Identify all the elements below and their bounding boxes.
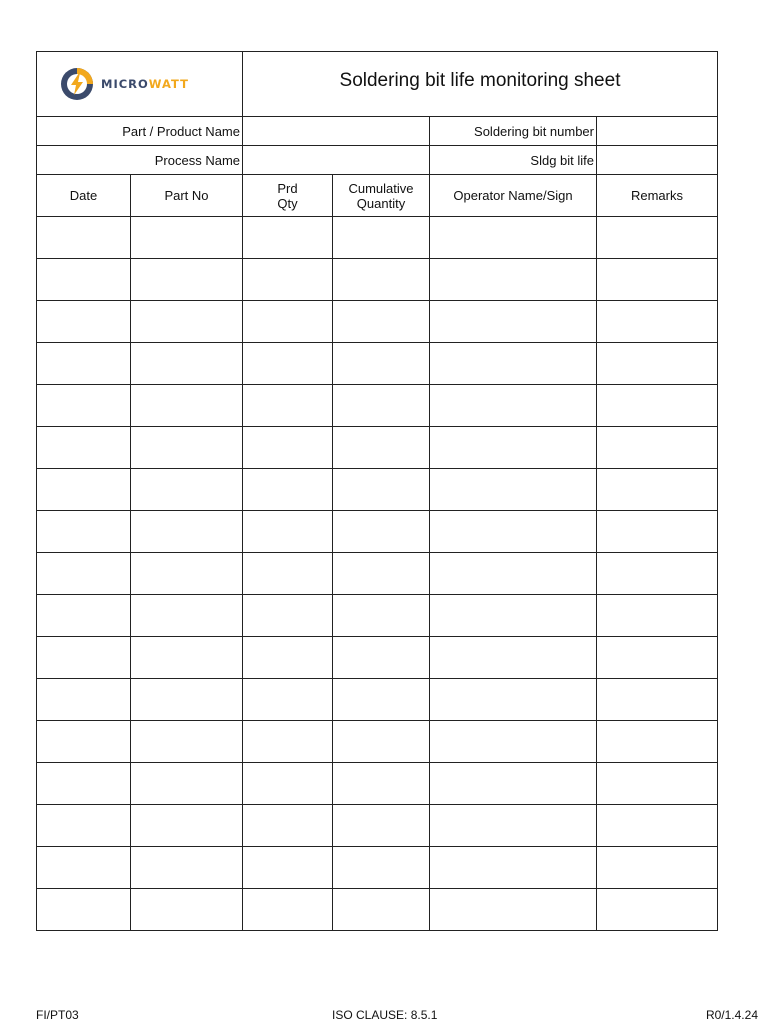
cell-remarks[interactable] bbox=[597, 553, 718, 595]
cell-cumulative-quantity[interactable] bbox=[333, 259, 430, 301]
table-row bbox=[37, 679, 718, 721]
table-row bbox=[37, 721, 718, 763]
cell-operator[interactable] bbox=[430, 805, 597, 847]
cell-operator[interactable] bbox=[430, 763, 597, 805]
table-row bbox=[37, 343, 718, 385]
cell-cumulative-quantity[interactable] bbox=[333, 553, 430, 595]
sldg-bit-life-field[interactable] bbox=[597, 146, 718, 175]
cell-prd-qty[interactable] bbox=[243, 595, 333, 637]
cell-operator[interactable] bbox=[430, 385, 597, 427]
cell-cumulative-quantity[interactable] bbox=[333, 511, 430, 553]
cell-prd-qty[interactable] bbox=[243, 427, 333, 469]
cell-operator[interactable] bbox=[430, 259, 597, 301]
cell-remarks[interactable] bbox=[597, 679, 718, 721]
cell-operator[interactable] bbox=[430, 637, 597, 679]
cell-date[interactable] bbox=[37, 343, 131, 385]
cell-part-no[interactable] bbox=[131, 217, 243, 259]
cell-remarks[interactable] bbox=[597, 805, 718, 847]
soldering-bit-number-label: Soldering bit number bbox=[430, 117, 597, 146]
cell-date[interactable] bbox=[37, 217, 131, 259]
cell-cumulative-quantity[interactable] bbox=[333, 385, 430, 427]
cell-date[interactable] bbox=[37, 637, 131, 679]
col-date: Date bbox=[37, 175, 131, 217]
cell-prd-qty[interactable] bbox=[243, 343, 333, 385]
table-row bbox=[37, 553, 718, 595]
cell-prd-qty[interactable] bbox=[243, 721, 333, 763]
cell-cumulative-quantity[interactable] bbox=[333, 637, 430, 679]
soldering-bit-number-field[interactable] bbox=[597, 117, 718, 146]
cell-prd-qty[interactable] bbox=[243, 679, 333, 721]
lightning-bolt-icon bbox=[59, 66, 95, 102]
cell-remarks[interactable] bbox=[597, 763, 718, 805]
process-name-field[interactable] bbox=[243, 146, 430, 175]
cell-part-no[interactable] bbox=[131, 259, 243, 301]
sheet-title: Soldering bit life monitoring sheet bbox=[243, 52, 718, 117]
doc-code: FI/PT03 bbox=[36, 1008, 79, 1022]
table-row bbox=[37, 469, 718, 511]
cell-part-no[interactable] bbox=[131, 301, 243, 343]
cell-operator[interactable] bbox=[430, 847, 597, 889]
cell-date[interactable] bbox=[37, 847, 131, 889]
cell-prd-qty[interactable] bbox=[243, 385, 333, 427]
cell-part-no[interactable] bbox=[131, 553, 243, 595]
cell-operator[interactable] bbox=[430, 721, 597, 763]
process-name-label: Process Name bbox=[37, 146, 243, 175]
table-row bbox=[37, 595, 718, 637]
cell-date[interactable] bbox=[37, 805, 131, 847]
revision: R0/1.4.24 bbox=[705, 1008, 758, 1022]
cell-cumulative-quantity[interactable] bbox=[333, 763, 430, 805]
logo-cell bbox=[37, 52, 243, 117]
table-row bbox=[37, 385, 718, 427]
cell-prd-qty[interactable] bbox=[243, 847, 333, 889]
cell-remarks[interactable] bbox=[597, 469, 718, 511]
cell-remarks[interactable] bbox=[597, 847, 718, 889]
col-remarks: Remarks bbox=[597, 175, 718, 217]
cell-cumulative-quantity[interactable] bbox=[333, 889, 430, 931]
cell-operator[interactable] bbox=[430, 511, 597, 553]
cell-remarks[interactable] bbox=[597, 385, 718, 427]
table-row bbox=[37, 427, 718, 469]
cell-part-no[interactable] bbox=[131, 805, 243, 847]
table-row bbox=[37, 301, 718, 343]
cell-part-no[interactable] bbox=[131, 427, 243, 469]
cell-date[interactable] bbox=[37, 889, 131, 931]
part-product-name-label: Part / Product Name bbox=[37, 117, 243, 146]
col-cumulative-quantity: Cumulative Quantity bbox=[333, 175, 430, 217]
cell-date[interactable] bbox=[37, 511, 131, 553]
cell-remarks[interactable] bbox=[597, 259, 718, 301]
cell-prd-qty[interactable] bbox=[243, 511, 333, 553]
cell-part-no[interactable] bbox=[131, 847, 243, 889]
cell-date[interactable] bbox=[37, 553, 131, 595]
cell-remarks[interactable] bbox=[597, 511, 718, 553]
cell-part-no[interactable] bbox=[131, 679, 243, 721]
cell-cumulative-quantity[interactable] bbox=[333, 217, 430, 259]
table-row bbox=[37, 889, 718, 931]
cell-part-no[interactable] bbox=[131, 595, 243, 637]
table-row bbox=[37, 217, 718, 259]
part-product-name-field[interactable] bbox=[243, 117, 430, 146]
data-rows bbox=[37, 217, 718, 931]
column-header-row bbox=[37, 175, 718, 217]
col-part-no: Part No bbox=[131, 175, 243, 217]
cell-date[interactable] bbox=[37, 763, 131, 805]
cell-operator[interactable] bbox=[430, 217, 597, 259]
table-row bbox=[37, 511, 718, 553]
monitoring-sheet bbox=[36, 51, 717, 931]
cell-date[interactable] bbox=[37, 469, 131, 511]
cell-operator[interactable] bbox=[430, 343, 597, 385]
cell-part-no[interactable] bbox=[131, 511, 243, 553]
table-row bbox=[37, 847, 718, 889]
cell-remarks[interactable] bbox=[597, 721, 718, 763]
cell-part-no[interactable] bbox=[131, 637, 243, 679]
cell-prd-qty[interactable] bbox=[243, 469, 333, 511]
cell-part-no[interactable] bbox=[131, 763, 243, 805]
company-logo bbox=[37, 66, 242, 102]
cell-operator[interactable] bbox=[430, 679, 597, 721]
table-row bbox=[37, 805, 718, 847]
cell-date[interactable] bbox=[37, 595, 131, 637]
cell-operator[interactable] bbox=[430, 595, 597, 637]
col-prd-qty: Prd Qty bbox=[243, 175, 333, 217]
cell-date[interactable] bbox=[37, 385, 131, 427]
cell-cumulative-quantity[interactable] bbox=[333, 469, 430, 511]
cell-cumulative-quantity[interactable] bbox=[333, 427, 430, 469]
cell-date[interactable] bbox=[37, 301, 131, 343]
cell-part-no[interactable] bbox=[131, 889, 243, 931]
cell-date[interactable] bbox=[37, 721, 131, 763]
cell-part-no[interactable] bbox=[131, 343, 243, 385]
cell-remarks[interactable] bbox=[597, 301, 718, 343]
col-operator: Operator Name/Sign bbox=[430, 175, 597, 217]
cell-operator[interactable] bbox=[430, 553, 597, 595]
cell-prd-qty[interactable] bbox=[243, 805, 333, 847]
cell-cumulative-quantity[interactable] bbox=[333, 847, 430, 889]
cell-part-no[interactable] bbox=[131, 385, 243, 427]
cell-date[interactable] bbox=[37, 679, 131, 721]
table-row bbox=[37, 259, 718, 301]
cell-remarks[interactable] bbox=[597, 595, 718, 637]
cell-prd-qty[interactable] bbox=[243, 553, 333, 595]
cell-date[interactable] bbox=[37, 259, 131, 301]
iso-clause: ISO CLAUSE: 8.5.1 bbox=[332, 1008, 438, 1022]
cell-remarks[interactable] bbox=[597, 637, 718, 679]
cell-cumulative-quantity[interactable] bbox=[333, 721, 430, 763]
cell-operator[interactable] bbox=[430, 427, 597, 469]
table-row bbox=[37, 637, 718, 679]
cell-cumulative-quantity[interactable] bbox=[333, 301, 430, 343]
cell-operator[interactable] bbox=[430, 301, 597, 343]
cell-cumulative-quantity[interactable] bbox=[333, 343, 430, 385]
cell-remarks[interactable] bbox=[597, 343, 718, 385]
cell-prd-qty[interactable] bbox=[243, 259, 333, 301]
cell-operator[interactable] bbox=[430, 889, 597, 931]
table-row bbox=[37, 763, 718, 805]
cell-prd-qty[interactable] bbox=[243, 637, 333, 679]
cell-prd-qty[interactable] bbox=[243, 763, 333, 805]
cell-cumulative-quantity[interactable] bbox=[333, 595, 430, 637]
sldg-bit-life-label: Sldg bit life bbox=[430, 146, 597, 175]
cell-cumulative-quantity[interactable] bbox=[333, 679, 430, 721]
cell-remarks[interactable] bbox=[597, 427, 718, 469]
cell-date[interactable] bbox=[37, 427, 131, 469]
cell-remarks[interactable] bbox=[597, 217, 718, 259]
cell-prd-qty[interactable] bbox=[243, 217, 333, 259]
cell-part-no[interactable] bbox=[131, 469, 243, 511]
cell-prd-qty[interactable] bbox=[243, 889, 333, 931]
brand-name: MICROWATT bbox=[101, 77, 189, 91]
cell-part-no[interactable] bbox=[131, 721, 243, 763]
cell-operator[interactable] bbox=[430, 469, 597, 511]
sheet-table bbox=[36, 51, 718, 931]
cell-cumulative-quantity[interactable] bbox=[333, 805, 430, 847]
cell-prd-qty[interactable] bbox=[243, 301, 333, 343]
cell-remarks[interactable] bbox=[597, 889, 718, 931]
